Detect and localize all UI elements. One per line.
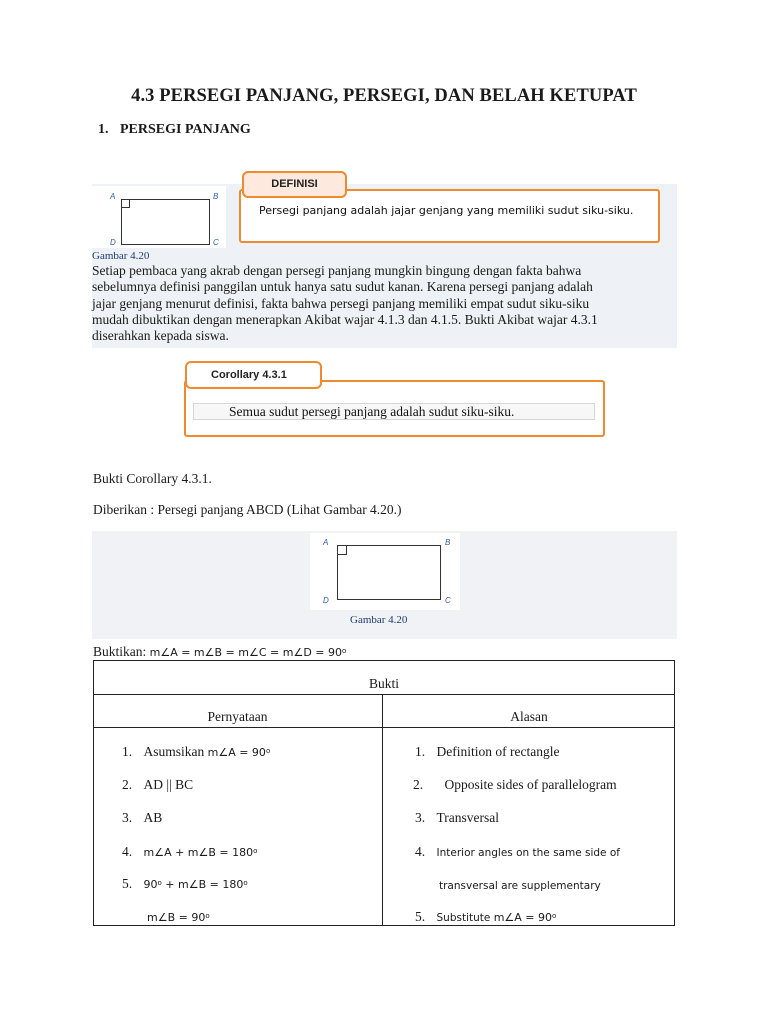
statement-row [147, 909, 210, 925]
vertex-label-d: D [323, 596, 329, 605]
statement-text: Asumsikan [143, 744, 208, 759]
vertex-label-b: B [213, 192, 219, 201]
table-divider [93, 727, 675, 728]
column-header-reasons: Alasan [510, 709, 548, 724]
paragraph-line: jajar genjang menurut definisi, fakta bahwa persegi panjang memiliki empat sudut siku-siku [92, 295, 590, 311]
reason-row [415, 844, 620, 860]
paragraph-line: Setiap pembaca yang akrab dengan persegi panjang mungkin bingung dengan fakta bahwa [92, 263, 582, 278]
vertex-label-c: C [213, 238, 219, 247]
proof-title: Bukti Corollary 4.3.1. [93, 471, 212, 486]
reason-row [413, 777, 617, 793]
table-divider [93, 694, 675, 695]
statement-text: AB [143, 810, 163, 825]
definition-text: Persegi panjang adalah jajar genjang yang memiliki sudut siku-siku. [259, 204, 634, 217]
reason-text: Definition of rectangle [436, 744, 560, 759]
section-number: 1. [98, 122, 109, 137]
reason-text: Opposite sides of parallelogram [444, 777, 617, 792]
paragraph-line: sebelumnya definisi panggilan untuk hanya satu sudut kanan. Karena persegi panjang adalah [92, 279, 593, 295]
degree-symbol: o [157, 879, 162, 887]
reason-math: m∠A = 90 [493, 911, 552, 924]
rectangle-shape [337, 545, 441, 600]
prove-expression: m∠A = m∠B = m∠C = m∠D = 90 [149, 646, 342, 659]
degree-symbol: o [253, 847, 258, 855]
table-column-divider [382, 694, 383, 926]
statement-number: 3. [122, 810, 133, 825]
degree-symbol: o [205, 912, 210, 920]
reason-text: Interior angles on the same side of [436, 847, 620, 859]
reason-row [439, 877, 601, 893]
statement-row [122, 876, 248, 892]
section-title: PERSEGI PANJANG [120, 122, 251, 137]
vertex-label-a: A [323, 538, 329, 547]
reason-text: transversal are supplementary [439, 880, 601, 892]
reason-row [415, 744, 559, 760]
paragraph-line: diserahkan kepada siswa. [92, 328, 229, 344]
statement-text: AD || BC [143, 777, 194, 792]
degree-symbol: o [552, 912, 557, 920]
reason-number: 2. [413, 777, 424, 792]
rectangle-shape [121, 199, 210, 245]
degree-symbol: o [243, 879, 248, 887]
figure-caption: Gambar 4.20 [350, 614, 408, 626]
reason-number: 1. [415, 744, 426, 759]
definition-tab: DEFINISI [242, 171, 347, 198]
prove-label: Buktikan: [93, 644, 150, 659]
vertex-label-b: B [445, 538, 451, 547]
statement-row [122, 777, 193, 793]
right-angle-marker [338, 546, 347, 555]
figure-caption: Gambar 4.20 [92, 250, 150, 262]
reason-number: 3. [415, 810, 426, 825]
statement-math: m∠A + m∠B = 180 [143, 846, 254, 859]
reason-number: 4. [415, 844, 426, 859]
corollary-text: Semua sudut persegi panjang adalah sudut siku-siku. [229, 404, 515, 419]
vertex-label-c: C [445, 596, 451, 605]
given-statement: Diberikan : Persegi panjang ABCD (Lihat Gambar 4.20.) [93, 502, 402, 517]
statement-number: 4. [122, 844, 133, 859]
statement-math: m∠A = 90 [207, 746, 266, 759]
statement-row [122, 810, 162, 826]
table-header: Bukti [368, 676, 399, 691]
paragraph-line: mudah dibuktikan dengan menerapkan Akibat wajar 4.1.3 dan 4.1.5. Bukti Akibat wajar 4.3.1 [92, 311, 598, 327]
reason-row [415, 909, 556, 925]
degree-symbol: o [265, 747, 271, 755]
section-heading [98, 122, 251, 138]
statement-number: 1. [122, 744, 133, 759]
vertex-label-d: D [110, 238, 116, 247]
reason-text: Transversal [436, 810, 499, 825]
reason-row [415, 810, 499, 826]
prove-statement [93, 644, 346, 660]
column-header-statements: Pernyataan [207, 709, 268, 724]
page-title: 4.3 PERSEGI PANJANG, PERSEGI, DAN BELAH KETUPAT [131, 86, 637, 106]
statement-math: m∠B = 90 [147, 911, 206, 924]
statement-row [122, 844, 257, 860]
statement-math: 90 [143, 878, 158, 891]
statement-number: 5. [122, 876, 133, 891]
degree-symbol: o [342, 647, 347, 655]
vertex-label-a: A [110, 192, 116, 201]
reason-text: Substitute [436, 912, 494, 924]
corollary-tab: Corollary 4.3.1 [185, 361, 322, 389]
statement-row [122, 744, 270, 760]
statement-number: 2. [122, 777, 133, 792]
body-paragraph [92, 263, 682, 344]
reason-number: 5. [415, 909, 426, 924]
right-angle-marker [122, 200, 130, 208]
statement-math: + m∠B = 180 [161, 878, 244, 891]
